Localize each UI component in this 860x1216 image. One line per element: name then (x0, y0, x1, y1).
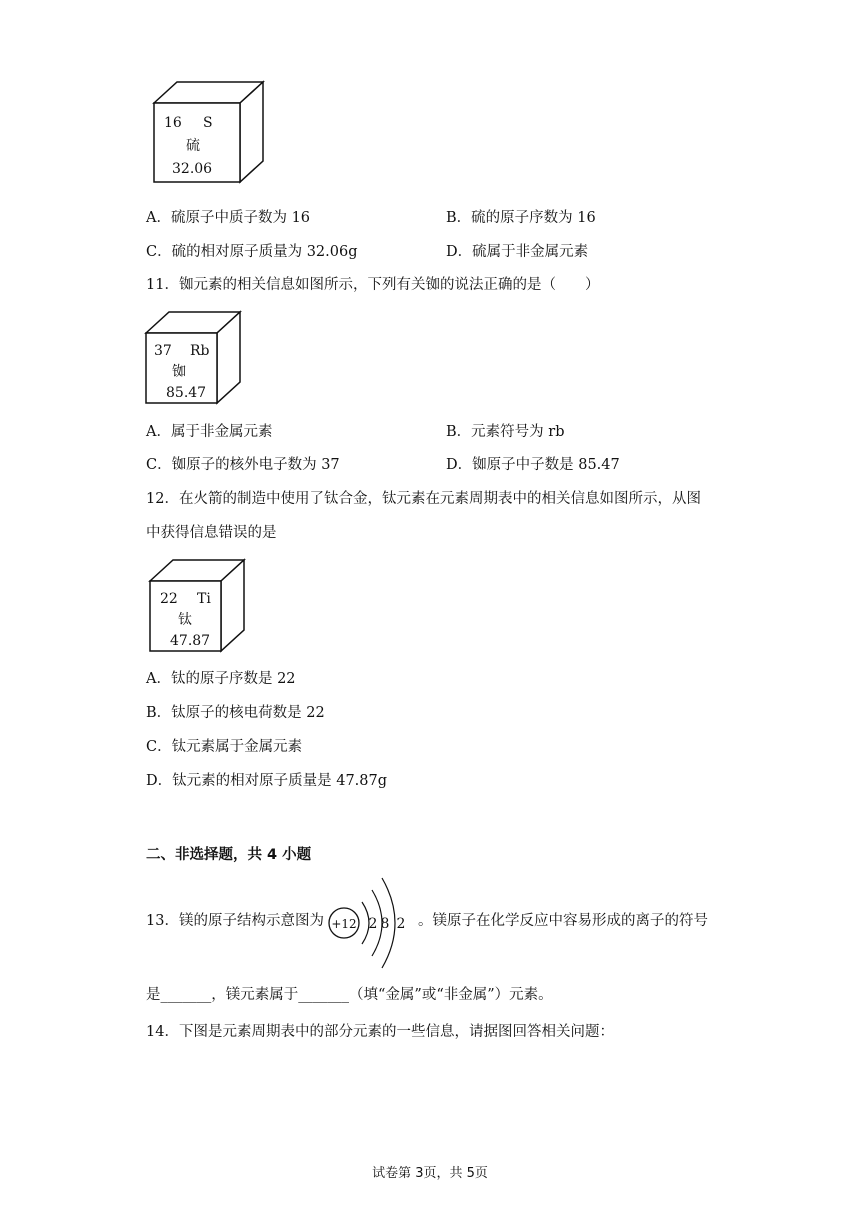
rubidium-element-card (144, 310, 246, 406)
q11-option-d: D．铷原子中子数是 85.47 (446, 457, 620, 473)
q10-option-b: B．硫的原子序数为 16 (446, 210, 596, 226)
titanium-element-card (148, 558, 250, 654)
q11-option-a: A．属于非金属元素 (146, 424, 273, 440)
titanium-name: 钛 (178, 612, 192, 628)
sulfur-mass: 32.06 (172, 161, 213, 177)
sulfur-atomic-number: 16 (164, 115, 182, 131)
electron-count-shell-1: 2 (368, 916, 378, 932)
titanium-symbol: Ti (197, 591, 211, 607)
q11-option-b: B．元素符号为 rb (446, 424, 565, 440)
rubidium-name: 铷 (172, 364, 186, 380)
magnesium-atom-diagram (326, 874, 416, 972)
titanium-mass: 47.87 (170, 633, 211, 649)
q11-option-c: C．铷原子的核外电子数为 37 (146, 457, 340, 473)
q12-option-a: A．钛的原子序数是 22 (146, 671, 296, 687)
sulfur-name: 硫 (186, 138, 200, 154)
q13-stem-after: 。镁原子在化学反应中容易形成的离子的符号 (418, 913, 708, 929)
q12-option-d: D．钛元素的相对原子质量是 47.87g (146, 773, 388, 789)
nucleus-charge: +12 (331, 917, 357, 931)
rubidium-symbol: Rb (190, 343, 210, 359)
electron-count-shell-2: 8 (380, 916, 390, 932)
q13-fill-in-line: 是_______，镁元素属于_______（填“金属”或“非金属”）元素。 (146, 987, 553, 1003)
q12-option-c: C．钛元素属于金属元素 (146, 739, 303, 755)
sulfur-element-card (152, 80, 270, 190)
q12-option-b: B．钛原子的核电荷数是 22 (146, 705, 325, 721)
titanium-atomic-number: 22 (160, 591, 178, 607)
rubidium-mass: 85.47 (166, 385, 207, 401)
q10-option-c: C．硫的相对原子质量为 32.06g (146, 244, 358, 260)
section-title: 二、非选择题，共 4 小题 (146, 847, 312, 863)
q12-stem-line-2: 中获得信息错误的是 (146, 525, 277, 541)
electron-count-shell-3: 2 (396, 916, 406, 932)
q10-option-a: A．硫原子中质子数为 16 (146, 210, 311, 226)
q12-stem-line-1: 12．在火箭的制造中使用了钛合金，钛元素在元素周期表中的相关信息如图所示，从图 (146, 491, 701, 507)
page-footer: 试卷第 3页，共 5页 (372, 1166, 488, 1181)
rubidium-atomic-number: 37 (154, 343, 172, 359)
q13-stem-before: 13．镁的原子结构示意图为 (146, 913, 324, 929)
sulfur-symbol: S (203, 115, 213, 131)
q10-option-d: D．硫属于非金属元素 (446, 244, 589, 260)
q11-stem: 11．铷元素的相关信息如图所示，下列有关铷的说法正确的是（ ） (146, 277, 600, 293)
q14-stem: 14．下图是元素周期表中的部分元素的一些信息，请据图回答相关问题： (146, 1024, 614, 1040)
